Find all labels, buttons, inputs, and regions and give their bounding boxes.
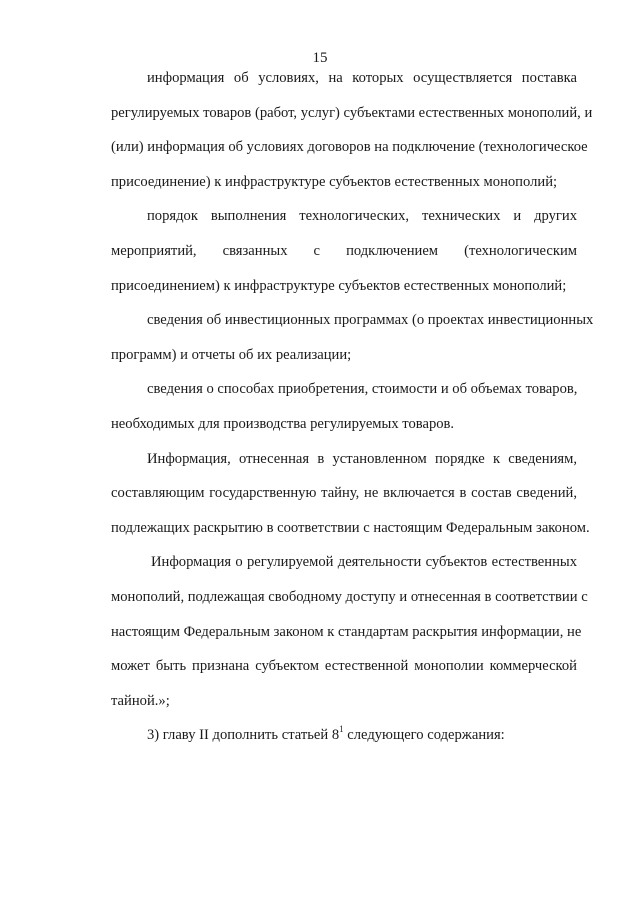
paragraph-procedure bbox=[75, 199, 577, 303]
article-superscript: 1 bbox=[339, 724, 344, 735]
text-line: настоящим Федеральным законом к стандартам раскрытия информации, не bbox=[111, 623, 582, 640]
text-line: мероприятий, связанных с подключением (технологическим bbox=[111, 242, 577, 259]
paragraph-state-secret bbox=[75, 442, 590, 546]
text-line: Информация, отнесенная в установленном порядке к сведениям, bbox=[147, 450, 577, 467]
text-line: монополий, подлежащая свободному доступу и отнесенная в соответствии с bbox=[111, 588, 588, 605]
text-line: подлежащих раскрытию в соответствии с настоящим Федеральным законом. bbox=[111, 519, 590, 536]
text-line: Информация о регулируемой деятельности субъектов естественных bbox=[151, 554, 577, 571]
text-line: тайной.»; bbox=[111, 692, 170, 709]
paragraph-investment-programs bbox=[75, 303, 594, 372]
paragraph-conditions-info bbox=[75, 61, 593, 199]
text-line: присоединение) к инфраструктуре субъектов естественных монополий; bbox=[111, 173, 558, 190]
text-line: информация об условиях, на которых осуществляется поставка bbox=[147, 70, 577, 86]
text-line: присоединением) к инфраструктуре субъектов естественных монополий; bbox=[111, 277, 567, 294]
text-line: сведения об инвестиционных программах (о проектах инвестиционных bbox=[147, 312, 594, 329]
paragraph-regulated-activity bbox=[75, 545, 588, 718]
amendment-text-end: следующего содержания: bbox=[343, 727, 505, 744]
text-line: (или) информация об условиях договоров на подключение (технологическое bbox=[111, 139, 588, 156]
text-line: сведения о способах приобретения, стоимости и об объемах товаров, bbox=[147, 381, 578, 398]
text-line: регулируемых товаров (работ, услуг) субъектами естественных монополий, и bbox=[111, 104, 593, 121]
text-line: составляющим государственную тайну, не включается в состав сведений, bbox=[111, 485, 577, 502]
paragraph-amendment-item bbox=[75, 718, 577, 753]
text-line: может быть признана субъектом естественной монополии коммерческой bbox=[111, 658, 577, 675]
document-body bbox=[75, 61, 594, 753]
text-line: программ) и отчеты об их реализации; bbox=[111, 346, 352, 363]
text-line bbox=[75, 718, 577, 753]
paragraph-acquisition-methods bbox=[75, 372, 577, 441]
page-number: 15 bbox=[312, 50, 328, 66]
text-line: необходимых для производства регулируемых товаров. bbox=[111, 415, 455, 432]
amendment-text: 3) главу II дополнить статьей 8 bbox=[147, 727, 340, 744]
text-line: порядок выполнения технологических, технических и других bbox=[147, 208, 577, 225]
